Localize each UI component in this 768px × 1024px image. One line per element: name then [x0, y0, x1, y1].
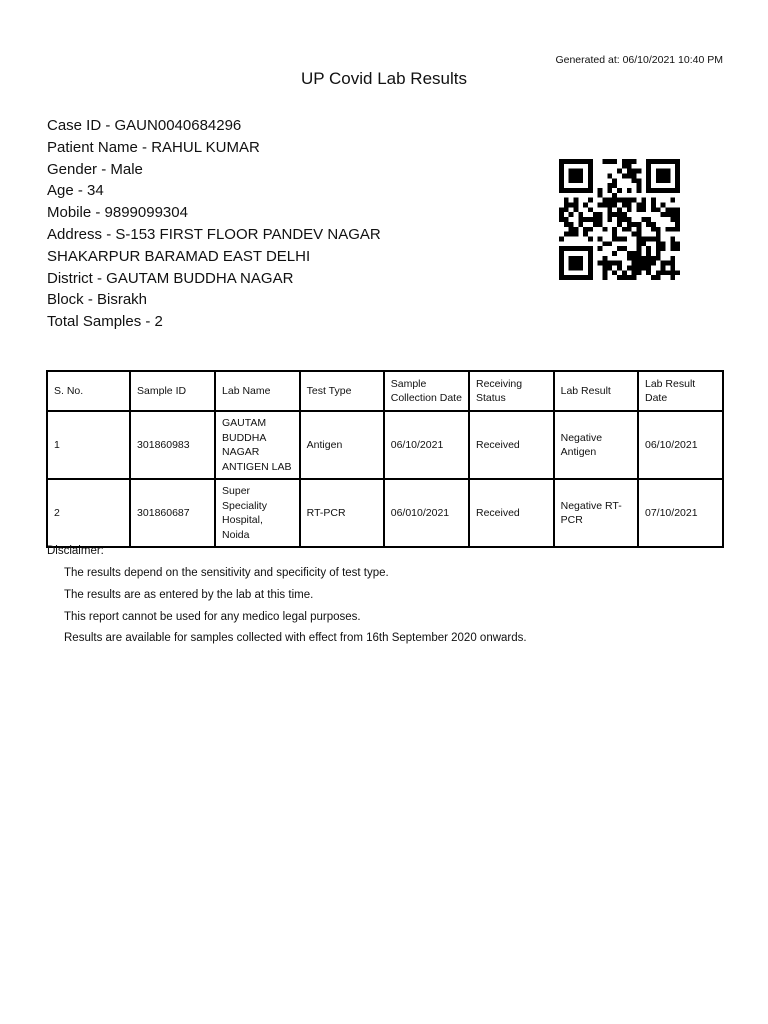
table-header-row — [47, 371, 723, 411]
disclaimer-item: The results are as entered by the lab at this time. — [64, 588, 314, 601]
cell-lab-result-date: 06/10/2021 — [638, 411, 723, 479]
mobile: Mobile - 9899099304 — [47, 204, 188, 222]
table-row — [47, 479, 723, 547]
header-sample-id: Sample ID — [130, 371, 215, 411]
header-receiving-status: Receiving Status — [469, 371, 554, 411]
results-table — [46, 370, 724, 548]
cell-test-type: Antigen — [300, 411, 384, 479]
table-row — [47, 411, 723, 479]
generated-timestamp: Generated at: 06/10/2021 10:40 PM — [555, 54, 723, 66]
cell-sno: 1 — [47, 411, 130, 479]
cell-receiving-status: Received — [469, 411, 554, 479]
qr-code-icon — [556, 159, 683, 280]
header-collection-date: Sample Collection Date — [384, 371, 469, 411]
disclaimer-list — [47, 563, 527, 650]
cell-lab-name: Super Speciality Hospital, Noida — [215, 479, 300, 547]
address-line-1: Address - S-153 FIRST FLOOR PANDEV NAGAR — [47, 225, 381, 243]
header-sno: S. No. — [47, 371, 130, 411]
cell-sample-id: 301860687 — [130, 479, 215, 547]
cell-collection-date: 06/10/2021 — [384, 411, 469, 479]
cell-sno: 2 — [47, 479, 130, 547]
gender: Gender - Male — [47, 160, 143, 178]
block: Block - Bisrakh — [47, 291, 148, 309]
header-lab-result-date: Lab Result Date — [638, 371, 723, 411]
disclaimer-item: This report cannot be used for any medico legal purposes. — [64, 610, 361, 623]
cell-receiving-status: Received — [469, 479, 554, 547]
district: District - GAUTAM BUDDHA NAGAR — [47, 269, 294, 287]
patient-name: Patient Name - RAHUL KUMAR — [47, 138, 260, 156]
cell-sample-id: 301860983 — [130, 411, 215, 479]
cell-lab-name: GAUTAM BUDDHA NAGAR ANTIGEN LAB — [215, 411, 300, 479]
page-title: UP Covid Lab Results — [301, 69, 467, 88]
cell-test-type: RT-PCR — [300, 479, 384, 547]
total-samples: Total Samples - 2 — [47, 313, 163, 331]
header-test-type: Test Type — [300, 371, 384, 411]
case-id: Case ID - GAUN0040684296 — [47, 117, 242, 134]
age: Age - 34 — [47, 182, 104, 200]
cell-collection-date: 06/010/2021 — [384, 479, 469, 547]
cell-lab-result-date: 07/10/2021 — [638, 479, 723, 547]
disclaimer — [47, 545, 527, 650]
patient-info — [47, 115, 381, 333]
disclaimer-item: The results depend on the sensitivity and specificity of test type. — [64, 567, 389, 579]
disclaimer-heading: Disclaimer: — [47, 545, 104, 557]
address-line-2: SHAKARPUR BARAMAD EAST DELHI — [47, 247, 311, 265]
header-lab-result: Lab Result — [554, 371, 638, 411]
cell-lab-result: Negative Antigen — [554, 411, 638, 479]
cell-lab-result: Negative RT-PCR — [554, 479, 638, 547]
disclaimer-item: Results are available for samples collected with effect from 16th September 2020 onwards. — [64, 632, 527, 645]
header-lab-name: Lab Name — [215, 371, 300, 411]
